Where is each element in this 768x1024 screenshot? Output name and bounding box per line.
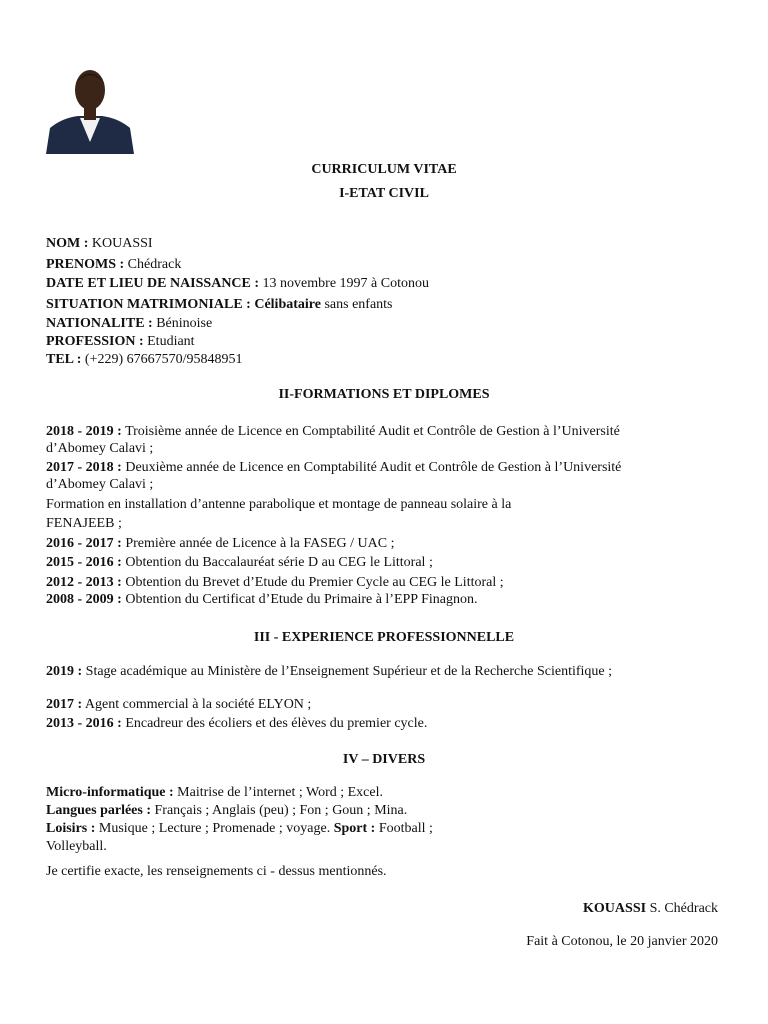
formation-item: 2016 - 2017 : Première année de Licence à la FASEG / UAC ; <box>46 536 395 551</box>
formation-item: 2015 - 2016 : Obtention du Baccalauréat série D au CEG le Littoral ; <box>46 555 433 570</box>
section-heading-etat-civil: I-ETAT CIVIL <box>339 186 429 201</box>
divers-langues: Langues parlées : Français ; Anglais (peu) ; Fon ; Goun ; Mina. <box>46 803 408 818</box>
experience-item: 2017 : Agent commercial à la société ELYON ; <box>46 697 312 712</box>
field-situation: SITUATION MATRIMONIALE : Célibataire sans enfants <box>46 297 393 312</box>
field-profession: PROFESSION : Etudiant <box>46 334 195 349</box>
formation-item-continuation: FENAJEEB ; <box>46 516 122 531</box>
divers-loisirs: Loisirs : Musique ; Lecture ; Promenade ; voyage. Sport : Football ; <box>46 821 433 836</box>
divers-micro: Micro-informatique : Maitrise de l’internet ; Word ; Excel. <box>46 785 383 800</box>
certification-text: Je certifie exacte, les renseignements ci - dessus mentionnés. <box>46 864 387 879</box>
field-tel: TEL : (+229) 67667570/95848951 <box>46 352 243 367</box>
document-title: CURRICULUM VITAE <box>311 162 457 177</box>
section-heading-formations: II-FORMATIONS ET DIPLOMES <box>278 387 490 402</box>
place-date: Fait à Cotonou, le 20 janvier 2020 <box>526 934 718 949</box>
field-nom: NOM : KOUASSI <box>46 236 153 251</box>
section-heading-experience: III - EXPERIENCE PROFESSIONNELLE <box>253 630 515 645</box>
formation-item-continuation: d’Abomey Calavi ; <box>46 441 154 456</box>
formation-item: Formation en installation d’antenne parabolique et montage de panneau solaire à la <box>46 497 512 512</box>
formation-item: 2012 - 2013 : Obtention du Brevet d’Etude du Premier Cycle au CEG le Littoral ; <box>46 575 504 590</box>
field-prenoms: PRENOMS : Chédrack <box>46 257 182 272</box>
experience-item: 2013 - 2016 : Encadreur des écoliers et des élèves du premier cycle. <box>46 716 428 731</box>
formation-item: 2018 - 2019 : Troisième année de Licence en Comptabilité Audit et Contrôle de Gestion à l’Université <box>46 424 620 439</box>
experience-item: 2019 : Stage académique au Ministère de l’Enseignement Supérieur et de la Recherche Scientifique ; <box>46 664 613 679</box>
profile-photo <box>46 66 134 154</box>
formation-item: 2017 - 2018 : Deuxième année de Licence en Comptabilité Audit et Contrôle de Gestion à l’Université <box>46 460 622 475</box>
formation-item: 2008 - 2009 : Obtention du Certificat d’Etude du Primaire à l’EPP Finagnon. <box>46 592 478 607</box>
divers-loisirs-continuation: Volleyball. <box>46 839 107 854</box>
signature: KOUASSI S. Chédrack <box>583 901 718 916</box>
formation-item-continuation: d’Abomey Calavi ; <box>46 477 154 492</box>
field-nationalite: NATIONALITE : Béninoise <box>46 316 213 331</box>
field-naissance: DATE ET LIEU DE NAISSANCE : 13 novembre 1997 à Cotonou <box>46 276 429 291</box>
section-heading-divers: IV – DIVERS <box>342 752 426 767</box>
